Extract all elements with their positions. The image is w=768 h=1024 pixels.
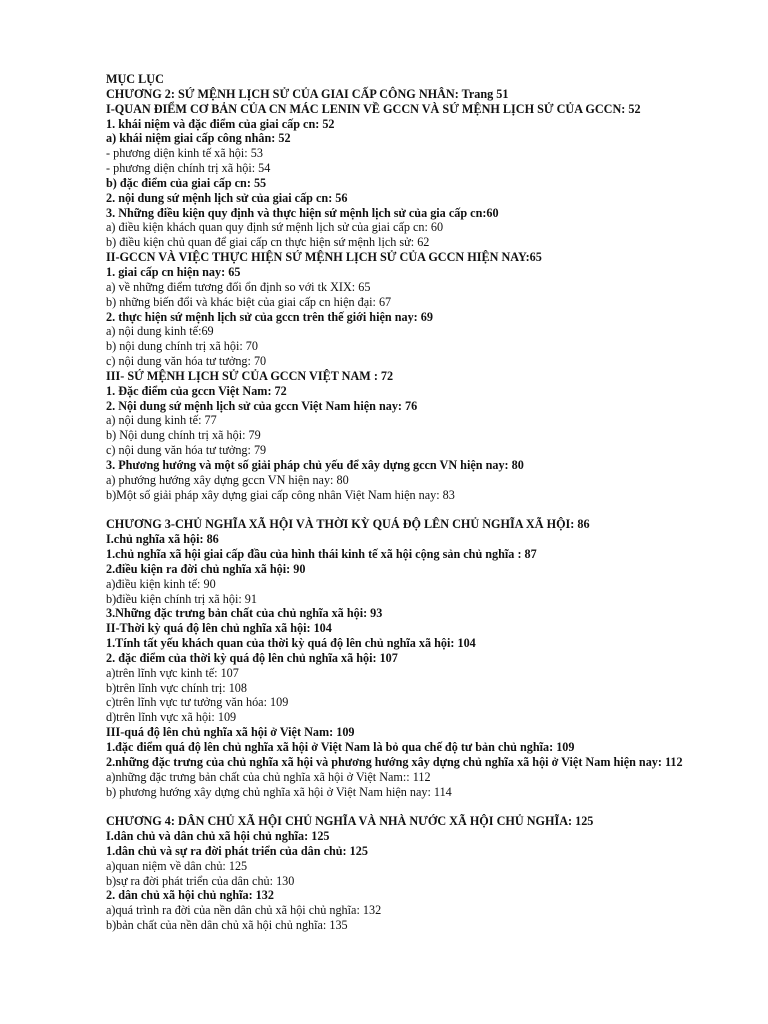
toc-heading: MỤC LỤC bbox=[106, 72, 164, 86]
toc-heading: 2. đặc điểm của thời kỳ quá độ lên chủ nghĩa xã hội: 107 bbox=[106, 650, 398, 665]
toc-heading: 1. giai cấp cn hiện nay: 65 bbox=[106, 264, 241, 279]
toc-heading: 3.Những đặc trưng bản chất của chủ nghĩa xã hội: 93 bbox=[106, 606, 383, 621]
toc-entry: b) điều kiện chủ quan để giai cấp cn thực hiện sứ mệnh lịch sử: 62 bbox=[106, 235, 430, 250]
toc-heading: 1.Tính tất yếu khách quan của thời kỳ quá độ lên chủ nghĩa xã hội: 104 bbox=[106, 636, 476, 651]
toc-entry: b)trên lĩnh vực chính trị: 108 bbox=[106, 680, 247, 695]
toc-entry: a)điều kiện kinh tế: 90 bbox=[106, 576, 216, 591]
toc-heading: I.chủ nghĩa xã hội: 86 bbox=[106, 532, 219, 547]
toc-heading: b) đặc điểm của giai cấp cn: 55 bbox=[106, 175, 267, 190]
toc-heading: CHƯƠNG 4: DÂN CHỦ XÃ HỘI CHỦ NGHĨA VÀ NHÀ NƯỚC XÃ HỘI CHỦ NGHĨA: 125 bbox=[106, 814, 594, 829]
toc-entry: a) nội dung kinh tế:69 bbox=[106, 324, 214, 339]
toc-heading: 3. Những điều kiện quy định và thực hiện sứ mệnh lịch sử của gia cấp cn:60 bbox=[106, 205, 499, 220]
toc-heading: 1.đặc điểm quá độ lên chủ nghĩa xã hội ở Việt Nam là bỏ qua chế độ tư bản chủ nghĩa: 109 bbox=[106, 739, 575, 754]
toc-entry: b)sự ra đời phát triển của dân chủ: 130 bbox=[106, 873, 295, 888]
toc-entry: - phương diện kinh tế xã hội: 53 bbox=[106, 146, 263, 161]
toc-entry: b) Nội dung chính trị xã hội: 79 bbox=[106, 428, 261, 443]
toc-entry: d)trên lĩnh vực xã hội: 109 bbox=[106, 710, 237, 725]
toc-entry: c)trên lĩnh vực tư tưởng văn hóa: 109 bbox=[106, 695, 289, 710]
toc-entry: b) những biến đổi và khác biệt của giai cấp cn hiện đại: 67 bbox=[106, 294, 392, 309]
toc-entry: a)quá trình ra đời của nền dân chủ xã hội chủ nghĩa: 132 bbox=[106, 903, 382, 918]
toc-heading: CHƯƠNG 2: SỨ MỆNH LỊCH SỬ CỦA GIAI CẤP CÔNG NHÂN: Trang 51 bbox=[106, 86, 509, 101]
toc-entry: b)bản chất của nền dân chủ xã hội chủ nghĩa: 135 bbox=[106, 918, 348, 933]
toc-heading: a) khái niệm giai cấp công nhân: 52 bbox=[106, 131, 291, 146]
toc-heading: 3. Phương hướng và một số giải pháp chủ yếu để xây dựng gccn VN hiện nay: 80 bbox=[106, 457, 524, 472]
toc-heading: 2. thực hiện sứ mệnh lịch sử của gccn trên thế giới hiện nay: 69 bbox=[106, 309, 433, 324]
toc-heading: II-GCCN VÀ VIỆC THỰC HIỆN SỨ MỆNH LỊCH SỬ CỦA GCCN HIỆN NAY:65 bbox=[106, 250, 542, 265]
table-of-contents bbox=[106, 72, 756, 933]
toc-heading: I-QUAN ĐIỂM CƠ BẢN CỦA CN MÁC LENIN VỀ GCCN VÀ SỨ MỆNH LỊCH SỬ CỦA GCCN: 52 bbox=[106, 101, 641, 116]
toc-heading: 2.những đặc trưng của chủ nghĩa xã hội và phương hướng xây dựng chủ nghĩa xã hội ở Việt Nam hiện nay: 112 bbox=[106, 754, 683, 769]
blank-line bbox=[106, 502, 756, 517]
toc-entry: c) nội dung văn hóa tư tưởng: 79 bbox=[106, 443, 267, 458]
toc-heading: CHƯƠNG 3-CHỦ NGHĨA XÃ HỘI VÀ THỜI KỲ QUÁ ĐỘ LÊN CHỦ NGHĨA XÃ HỘI: 86 bbox=[106, 517, 590, 532]
toc-entry: a) nội dung kinh tế: 77 bbox=[106, 413, 217, 428]
toc-entry: - phương diện chính trị xã hội: 54 bbox=[106, 161, 271, 176]
toc-entry: a)trên lĩnh vực kinh tế: 107 bbox=[106, 665, 239, 680]
toc-heading: III- SỨ MỆNH LỊCH SỬ CỦA GCCN VIỆT NAM : 72 bbox=[106, 368, 394, 383]
toc-entry: b)Một số giải pháp xây dựng giai cấp công nhân Việt Nam hiện nay: 83 bbox=[106, 487, 455, 502]
toc-entry: b)điều kiện chính trị xã hội: 91 bbox=[106, 591, 257, 606]
toc-heading: 2. Nội dung sứ mệnh lịch sử của gccn Việt Nam hiện nay: 76 bbox=[106, 398, 418, 413]
toc-heading: II-Thời kỳ quá độ lên chủ nghĩa xã hội: 104 bbox=[106, 621, 332, 636]
toc-entry: b) nội dung chính trị xã hội: 70 bbox=[106, 339, 258, 354]
toc-heading: 1. khái niệm và đặc điểm của giai cấp cn: 52 bbox=[106, 116, 335, 131]
toc-entry: a)những đặc trưng bản chất của chủ nghĩa xã hội ở Việt Nam:: 112 bbox=[106, 769, 431, 784]
toc-entry: a)quan niệm về dân chủ: 125 bbox=[106, 858, 248, 873]
toc-heading: 1.dân chủ và sự ra đời phát triển của dân chủ: 125 bbox=[106, 843, 368, 858]
toc-heading: III-quá độ lên chủ nghĩa xã hội ở Việt Nam: 109 bbox=[106, 725, 355, 740]
toc-heading: 2. nội dung sứ mệnh lịch sử của giai cấp cn: 56 bbox=[106, 190, 348, 205]
toc-heading: 1.chủ nghĩa xã hội giai cấp đầu của hình thái kinh tế xã hội cộng sản chủ nghĩa : 87 bbox=[106, 547, 537, 561]
toc-entry: a) điều kiện khách quan quy định sứ mệnh lịch sử của giai cấp cn: 60 bbox=[106, 220, 444, 235]
blank-line bbox=[106, 799, 756, 814]
toc-heading: 2.điều kiện ra đời chủ nghĩa xã hội: 90 bbox=[106, 561, 306, 576]
toc-heading: I.dân chủ và dân chủ xã hội chủ nghĩa: 125 bbox=[106, 829, 330, 844]
toc-heading: 1. Đặc điểm của gccn Việt Nam: 72 bbox=[106, 383, 287, 398]
toc-heading: 2. dân chủ xã hội chủ nghĩa: 132 bbox=[106, 888, 274, 903]
toc-entry: a) phướng hướng xây dựng gccn VN hiện nay: 80 bbox=[106, 472, 349, 487]
toc-entry: b) phương hướng xây dựng chủ nghĩa xã hội ở Việt Nam hiện nay: 114 bbox=[106, 784, 452, 799]
toc-entry: c) nội dung văn hóa tư tưởng: 70 bbox=[106, 354, 267, 369]
toc-entry: a) về những điểm tương đối ổn định so với tk XIX: 65 bbox=[106, 279, 371, 294]
